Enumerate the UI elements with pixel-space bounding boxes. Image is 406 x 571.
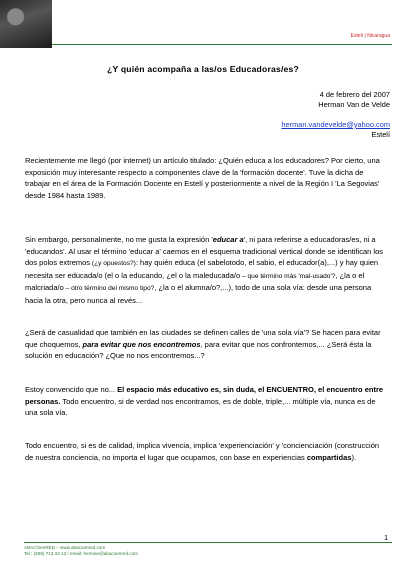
- paragraph-3: [25, 327, 387, 362]
- contact-block: [281, 120, 390, 140]
- author-name: Herman Van de Velde: [318, 100, 390, 109]
- document-title: ¿Y quién acompaña a las/os Educadoras/es?: [107, 64, 299, 74]
- paragraph-4: [25, 384, 387, 419]
- text-span: , ¿la o el malcriada/o: [25, 270, 365, 293]
- header-divider: [52, 44, 392, 45]
- header-photo: [0, 0, 52, 48]
- document-date: 4 de febrero del 2007: [319, 90, 390, 99]
- byline: [318, 90, 390, 110]
- footer-website: ABACOenRED – www.abacoenred.com: [24, 545, 106, 550]
- emphasis: El espacio más educativo es, sin duda, el ENCUENTRO, el encuentro entre personas.: [25, 385, 384, 406]
- author-email-link[interactable]: herman.vandevelde@yahoo.com: [281, 120, 390, 129]
- text-span: Estoy convencido que no...: [25, 385, 118, 394]
- emphasis: compartidas: [306, 452, 352, 462]
- footer-divider: [24, 542, 392, 543]
- text-span: ).: [351, 452, 357, 462]
- aside: – otro término del mismo tipo?: [63, 285, 155, 293]
- page-number: 1: [384, 535, 388, 542]
- text-span: , ¿la o el alumna/o?,...), todo de una sola vía: desde una persona hacia la otra, pero nunca al revés...: [25, 283, 372, 305]
- author-city: Estelí: [371, 130, 390, 139]
- footer-contact: Tel.: (505) 713 34 13 / email: herman@abacoenred.com: [24, 551, 138, 556]
- text-span: ¿Será de casualidad que también en las ciudades se definen calles de 'una sola vía'? Se hacen para evitar que choquemos,: [25, 328, 381, 349]
- text-span: Sin embargo, personalmente, no me gusta la expresión ': [25, 235, 213, 244]
- emphasis: para evitar que nos encontremos: [82, 339, 201, 349]
- text-span: : hay quién educa (el sabelotodo, el sabio, el educador(a),...) y hay quien necesita ser educada/o (el o la educando, ¿el o la maleducada/o: [25, 258, 379, 280]
- text-span: ', ni para referirse a educadoras/es, ni a 'educandos'. Al usar el término 'educar a' caemos en el esquema tradicional vertical donde se identifican los dos polos extremos: [25, 235, 384, 268]
- paragraph-1: Recientemente me llegó (por internet) un artículo titulado: ¿Quién educa a los educadores? Por cierto, una exposición muy interesante respecto a componentes clave de la 'formación docente'. Tuve la dicha de trabajar en el área de la Formación Docente en Estelí y posteriormente a nivel de la Región I 'La Segovias' desde 1984 hasta 1989.: [25, 156, 380, 200]
- paragraph-2: [25, 234, 387, 307]
- header-location-tag: Estelí | Nicaragua: [350, 33, 390, 39]
- aside: (¿y opuestos?): [90, 260, 136, 268]
- paragraph-5: [25, 440, 387, 463]
- aside: – que término más 'mal-usado'?: [240, 272, 336, 280]
- footer: [24, 545, 138, 557]
- emphasis: educar a: [212, 235, 244, 244]
- text-span: Todo encuentro, si de verdad nos encontramos, es de doble, triple,... múltiple vía, nunca es de una sola vía.: [25, 396, 376, 418]
- text-span: , para evitar que nos confrontemos,... ¿Será ésta la solución en educación? ¿Que no nos encontremos...?: [25, 339, 372, 361]
- text-span: Todo encuentro, si es de calidad, implica vivencia, implica 'experienciación' y 'concienciación (construcción de nuestra conciencia, no importa el lugar que ocupamos, con base en experiencias: [25, 441, 380, 462]
